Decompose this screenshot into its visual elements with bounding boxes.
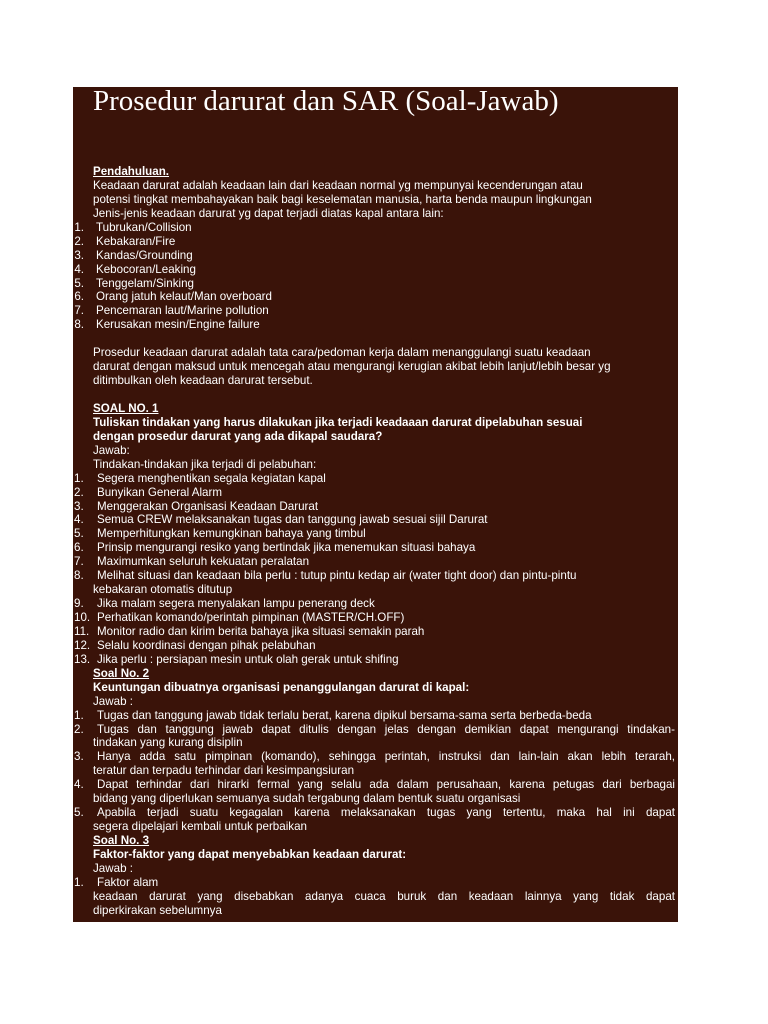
list-number: 12. (74, 638, 91, 652)
soal3-desc: diperkirakan sebelumnya (93, 903, 222, 917)
list-item (0, 653, 768, 667)
list-number: 6. (74, 290, 84, 304)
list-number: 7. (74, 555, 84, 569)
document-body (0, 165, 768, 918)
list-item (0, 778, 768, 792)
list-text: Kerusakan mesin/Engine failure (96, 318, 260, 332)
soal3-question: Faktor-faktor yang dapat menyebabkan keadaan darurat: (93, 847, 407, 861)
list-item (0, 639, 768, 653)
list-text: Prinsip mengurangi resiko yang bertindak jika menemukan situasi bahaya (97, 541, 476, 555)
list-text: Monitor radio dan kirim berita bahaya jika situasi semakin parah (97, 624, 425, 638)
list-item (0, 513, 768, 527)
list-text-continued: tindakan yang kurang disiplin (93, 736, 243, 750)
list-item (0, 709, 768, 723)
list-text: Jika malam segera menyalakan lampu penerang deck (97, 597, 375, 611)
intro-line: potensi tingkat membahayakan baik bagi keselematan manusia, harta benda maupun lingkungan (93, 192, 592, 206)
list-number: 8. (74, 318, 84, 332)
intro-line: Keadaan darurat adalah keadaan lain dari keadaan normal yg mempunyai kecenderungan atau (93, 178, 583, 192)
list-number: 8. (74, 569, 84, 583)
list-text: Tugas dan tanggung jawab dapat ditulis dengan jelas dengan demikian dapat mengurangi tindakan- (97, 722, 675, 736)
list-item (0, 555, 768, 569)
list-number: 1. (74, 471, 84, 485)
list-item (0, 235, 768, 249)
list-text-continued: bidang yang diperlukan semuanya sudah tergabung dalam bentuk suatu organisasi (93, 792, 521, 806)
list-item (0, 750, 768, 764)
list-text: Memperhitungkan kemungkinan bahaya yang timbul (97, 527, 366, 541)
page-title: Prosedur darurat dan SAR (Soal-Jawab) (93, 85, 559, 117)
list-number: 5. (74, 806, 84, 820)
list-text: Semua CREW melaksanakan tugas dan tanggung jawab sesuai sijil Darurat (97, 513, 488, 527)
list-item (0, 472, 768, 486)
list-item (0, 290, 768, 304)
list-text: Pencemaran laut/Marine pollution (96, 304, 269, 318)
soal2-jawab: Jawab : (93, 694, 133, 708)
definition-line: Prosedur keadaan darurat adalah tata cara/pedoman kerja dalam menanggulangi suatu keadaan (93, 346, 591, 360)
list-number: 2. (74, 485, 84, 499)
list-text: Menggerakan Organisasi Keadaan Darurat (97, 499, 319, 513)
intro-line: Jenis-jenis keadaan darurat yg dapat terjadi diatas kapal antara lain: (93, 206, 444, 220)
list-item (0, 527, 768, 541)
list-number: 11. (74, 624, 90, 638)
intro-heading: Pendahuluan. (93, 165, 170, 178)
list-number: 3. (74, 248, 84, 262)
list-number: 1. (74, 708, 84, 722)
list-item (0, 249, 768, 263)
list-text: Segera menghentikan segala kegiatan kapal (97, 471, 326, 485)
list-item (0, 723, 768, 737)
soal3-heading: Soal No. 3 (93, 834, 150, 847)
list-text-continued: segera dipelajari kembali untuk perbaikan (93, 820, 307, 834)
list-text: Kandas/Grounding (96, 248, 193, 262)
list-text: Maximumkan seluruh kekuatan peralatan (97, 555, 310, 569)
list-text: Perhatikan komando/perintah pimpinan (MASTER/CH.OFF) (97, 611, 405, 624)
list-number: 4. (74, 778, 84, 792)
list-number: 4. (74, 513, 84, 527)
list-text: Tugas dan tanggung jawab tidak terlalu berat, karena dipikul bersama-sama serta berbeda-beda (97, 708, 592, 722)
list-text: Kebakaran/Fire (96, 234, 176, 248)
list-item (0, 486, 768, 500)
list-text: Hanya adda satu pimpinan (komando), sehingga perintah, instruksi dan lain-lain akan lebih terarah, (97, 750, 675, 764)
list-text: Tenggelam/Sinking (96, 276, 194, 290)
list-number: 9. (74, 597, 84, 611)
soal3-jawab: Jawab : (93, 861, 133, 875)
list-text: Orang jatuh kelaut/Man overboard (96, 290, 272, 304)
list-item (0, 597, 768, 611)
list-item (0, 569, 768, 583)
list-item (0, 263, 768, 277)
list-text: Dapat terhindar dari hirarki fermal yang selalu ada dalam perusahaan, karena petugas dari berbagai (97, 778, 675, 792)
list-text: Bunyikan General Alarm (97, 485, 223, 499)
soal1-question: Tuliskan tindakan yang harus dilakukan jika terjadi keadaaan darurat dipelabuhan sesuai (93, 415, 583, 429)
list-text: Faktor alam (97, 875, 159, 889)
list-item (0, 277, 768, 291)
list-number: 1. (74, 875, 84, 889)
list-text: Apabila terjadi suatu kegagalan karena melaksanakan tugas yang tertentu, maka hal ini dapat (97, 806, 675, 820)
soal2-heading: Soal No. 2 (93, 666, 150, 680)
list-number: 2. (74, 722, 84, 736)
list-item (0, 541, 768, 555)
soal3-desc: keadaan darurat yang disebabkan adanya cuaca buruk dan keadaan lainnya yang tidak dapat (93, 889, 675, 903)
definition-line: darurat dengan maksud untuk mencegah atau mengurangi kerugian akibat lebih lanjut/lebih besar yg (93, 360, 611, 374)
list-number: 10. (74, 611, 91, 624)
list-item (0, 611, 768, 625)
soal1-intro: Tindakan-tindakan jika terjadi di pelabuhan: (93, 457, 317, 471)
list-text: Tubrukan/Collision (96, 220, 192, 234)
list-number: 3. (74, 750, 84, 764)
list-number: 13. (74, 652, 91, 666)
soal1-jawab: Jawab: (93, 443, 130, 457)
definition-line: ditimbulkan oleh keadaan darurat tersebut. (93, 374, 313, 388)
list-item (0, 221, 768, 235)
list-item (0, 806, 768, 820)
list-number: 3. (74, 499, 84, 513)
soal1-question: dengan prosedur darurat yang ada dikapal saudara? (93, 429, 383, 443)
list-text: Kebocoran/Leaking (96, 262, 196, 276)
list-text-continued: kebakaran otomatis ditutup (93, 583, 233, 597)
list-text: Jika perlu : persiapan mesin untuk olah gerak untuk shifing (97, 652, 399, 666)
list-number: 5. (74, 276, 84, 290)
list-number: 6. (74, 541, 84, 555)
list-number: 5. (74, 527, 84, 541)
list-number: 1. (74, 220, 84, 234)
list-item (0, 304, 768, 318)
list-text: Selalu koordinasi dengan pihak pelabuhan (97, 638, 316, 652)
soal2-question: Keuntungan dibuatnya organisasi penanggulangan darurat di kapal: (93, 680, 470, 694)
list-item (0, 318, 768, 332)
list-item (0, 876, 768, 890)
list-text-continued: teratur dan terpadu terhindar dari kesimpangsiuran (93, 764, 355, 778)
list-number: 4. (74, 262, 84, 276)
list-item (0, 625, 768, 639)
list-number: 7. (74, 304, 84, 318)
list-number: 2. (74, 234, 84, 248)
list-item (0, 500, 768, 514)
list-text: Melihat situasi dan keadaan bila perlu : tutup pintu kedap air (water tight door) dan pintu-pintu (97, 569, 577, 583)
soal1-heading: SOAL NO. 1 (93, 401, 159, 415)
